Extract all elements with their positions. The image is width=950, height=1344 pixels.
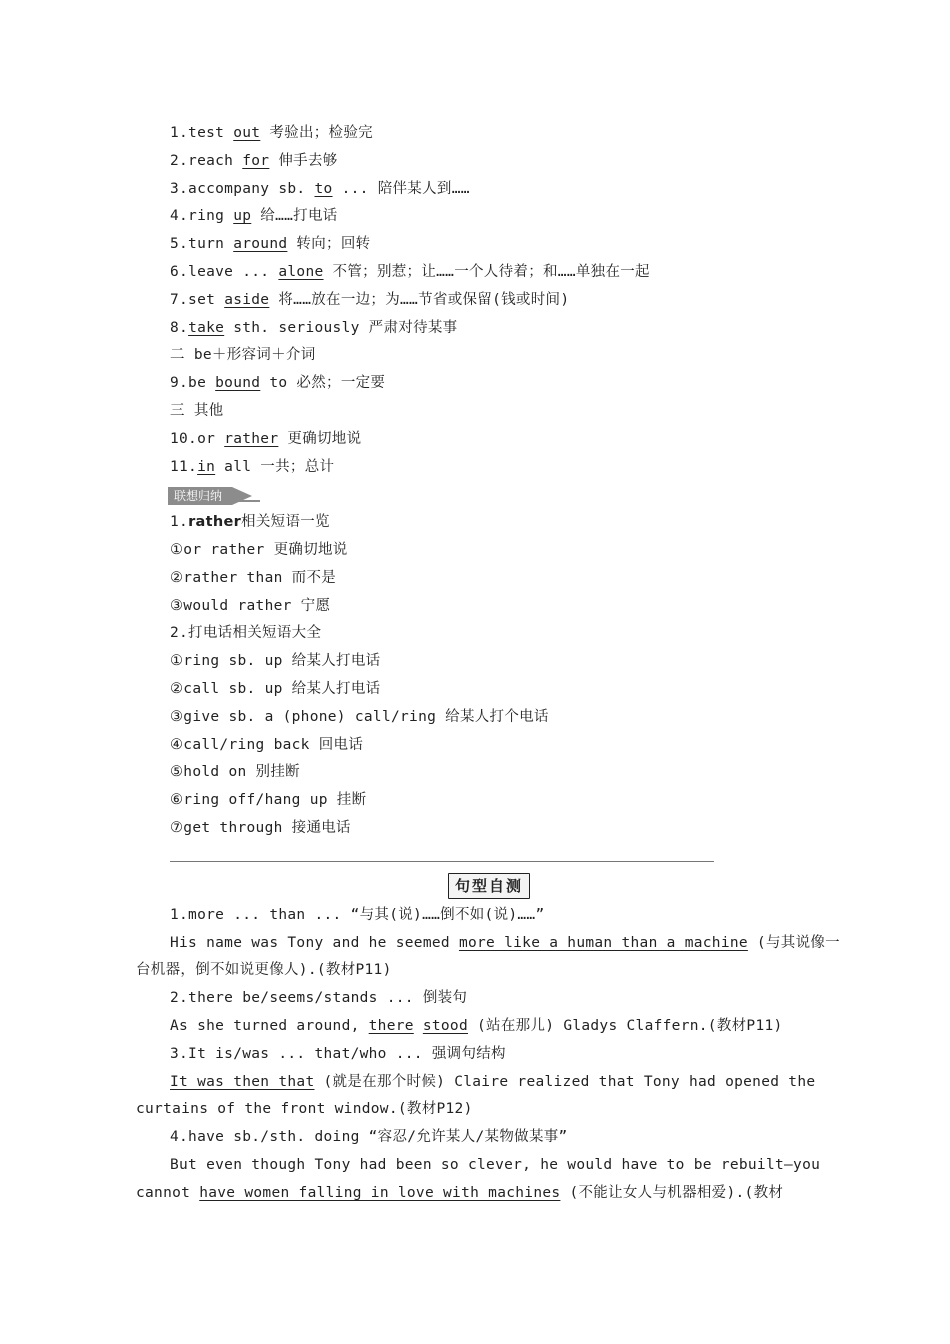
example-sentence: His name was Tony and he seemed more like a human than a machine (与其说像一 [170, 935, 840, 951]
pattern-title: 4.have sb./sth. doing “容忍/允许某人/某物做某事” [170, 1129, 568, 1145]
example-sentence: But even though Tony had been so clever, he would have to be rebuilt—you [170, 1157, 821, 1173]
list-item: ⑦get through 接通电话 [170, 820, 351, 836]
tag-underline [234, 500, 260, 502]
group-title: 1.rather相关短语一览 [170, 514, 330, 530]
phrase-item: 2.reach for 伸手去够 [170, 153, 338, 169]
phrase-item: 9.be bound to 必然；一定要 [170, 375, 386, 391]
phrase-item: 8.take sth. seriously 严肃对待某事 [170, 320, 458, 336]
example-sentence: cannot have women falling in love with machines (不能让女人与机器相爱).(教材 [136, 1185, 784, 1201]
list-item: ⑤hold on 别挂断 [170, 764, 300, 780]
list-item: ①or rather 更确切地说 [170, 542, 348, 558]
list-item: ②rather than 而不是 [170, 570, 337, 586]
phrase-item: 5.turn around 转向；回转 [170, 236, 371, 252]
divider [170, 861, 714, 862]
list-item: ③give sb. a (phone) call/ring 给某人打个电话 [170, 709, 549, 725]
list-item: ④call/ring back 回电话 [170, 737, 364, 753]
list-item: ②call sb. up 给某人打电话 [170, 681, 381, 697]
list-item: ⑥ring off/hang up 挂断 [170, 792, 367, 808]
phrase-item: 3.accompany sb. to ... 陪伴某人到…… [170, 181, 470, 197]
phrase-item: 10.or rather 更确切地说 [170, 431, 362, 447]
section-heading: 二 be＋形容词＋介词 [170, 347, 316, 363]
pattern-title: 2.there be/seems/stands ... 倒装句 [170, 990, 468, 1006]
group-title: 2.打电话相关短语大全 [170, 625, 322, 641]
phrase-item: 7.set aside 将……放在一边；为……节省或保留(钱或时间) [170, 292, 570, 308]
phrase-item: 1.test out 考验出；检验完 [170, 125, 373, 141]
section-title: 句型自测 [448, 873, 530, 899]
example-sentence: curtains of the front window.(教材P12) [136, 1101, 473, 1117]
list-item: ①ring sb. up 给某人打电话 [170, 653, 381, 669]
pattern-title: 3.It is/was ... that/who ... 强调句结构 [170, 1046, 506, 1062]
phrase-item: 4.ring up 给……打电话 [170, 208, 338, 224]
phrase-item: 11.in all 一共；总计 [170, 459, 335, 475]
association-tag: 联想归纳 [168, 487, 232, 505]
section-heading: 三 其他 [170, 403, 224, 419]
tag-decoration [232, 487, 252, 505]
list-item: ③would rather 宁愿 [170, 598, 331, 614]
phrase-item: 6.leave ... alone 不管；别惹；让……一个人待着；和……单独在一起 [170, 264, 650, 280]
example-sentence: It was then that (就是在那个时候) Claire realized that Tony had opened the [170, 1074, 816, 1090]
example-sentence: As she turned around, there stood (站在那儿) Gladys Claffern.(教材P11) [170, 1018, 783, 1034]
example-sentence: 台机器，倒不如说更像人).(教材P11) [136, 962, 392, 978]
pattern-title: 1.more ... than ... “与其(说)……倒不如(说)……” [170, 907, 545, 923]
